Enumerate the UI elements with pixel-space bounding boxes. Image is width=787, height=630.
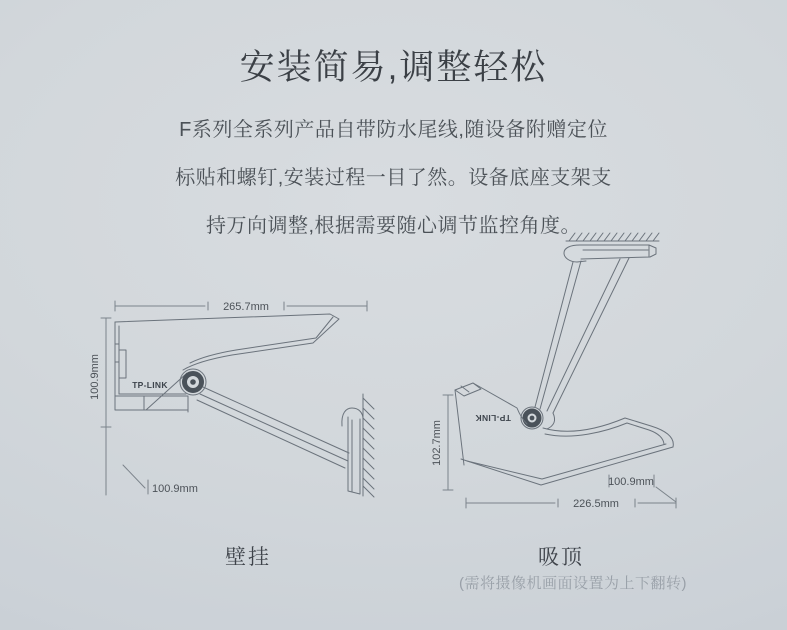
ceiling-mount-arm bbox=[535, 258, 629, 429]
paragraph-line-3: 持万向调整,根据需要随心调节监控角度。 bbox=[205, 215, 582, 237]
wall-plate bbox=[342, 394, 374, 497]
wall-base-label: 100.9mm bbox=[152, 483, 198, 495]
ceiling-height-dimension bbox=[431, 395, 453, 490]
wall-camera-outline bbox=[115, 314, 339, 412]
wall-base-dimension bbox=[123, 465, 198, 495]
wall-mount-arm bbox=[197, 387, 349, 468]
caption-ceiling-mount: 吸顶 bbox=[538, 546, 584, 569]
paragraph-line-2: 标贴和螺钉,安装过程一目了然。设备底座支架支 bbox=[175, 167, 612, 189]
ceiling-surface bbox=[566, 233, 659, 241]
caption-wall-mount: 壁挂 bbox=[225, 546, 271, 569]
page-title: 安装简易,调整轻松 bbox=[239, 48, 548, 87]
ceiling-length-dimension bbox=[466, 498, 676, 510]
ceiling-height-label: 102.7mm bbox=[431, 420, 443, 466]
ceiling-camera-logo: TP-LINK bbox=[475, 413, 511, 423]
wall-length-label: 265.7mm bbox=[223, 301, 269, 313]
paragraph-line-1: F系列全系列产品自带防水尾线,随设备附赠定位 bbox=[179, 119, 608, 141]
wall-pivot-joint-icon bbox=[180, 369, 206, 395]
ceiling-mount-diagram bbox=[423, 228, 723, 518]
ceiling-camera-outline bbox=[455, 383, 673, 485]
wall-height-dimension bbox=[89, 318, 111, 495]
ceiling-mount-note: (需将摄像机画面设置为上下翻转) bbox=[459, 575, 687, 592]
ceiling-plate bbox=[564, 245, 656, 262]
wall-camera-logo: TP-LINK bbox=[132, 380, 168, 390]
ceiling-base-label: 100.9mm bbox=[608, 476, 654, 488]
ceiling-pivot-joint-icon bbox=[521, 407, 543, 429]
wall-mount-diagram bbox=[86, 286, 396, 521]
wall-top-dimension bbox=[115, 301, 367, 313]
wall-height-label: 100.9mm bbox=[89, 354, 101, 400]
ceiling-length-label: 226.5mm bbox=[573, 498, 619, 510]
